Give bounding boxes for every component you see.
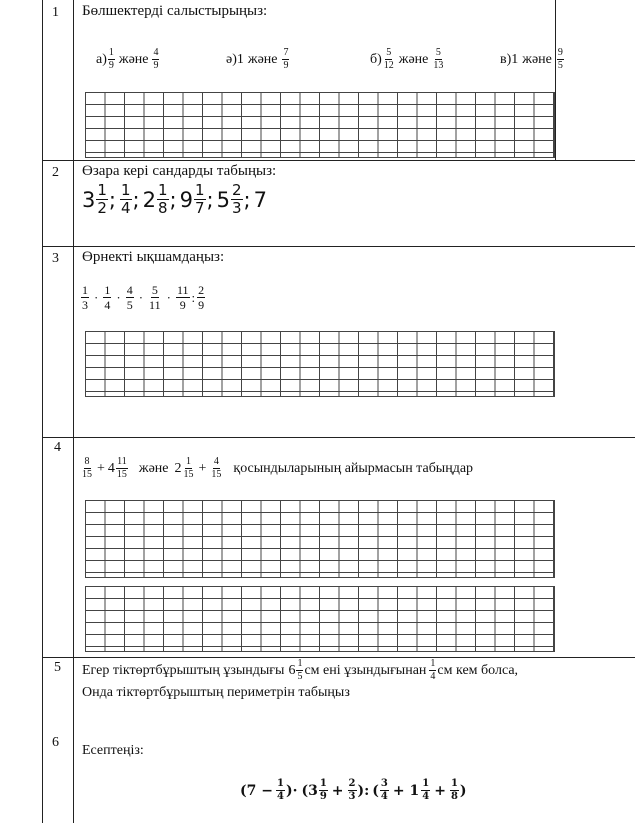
task-number: 2	[52, 165, 59, 180]
option-b	[370, 48, 445, 71]
task-text: Егер тіктөртбұрыштың ұзындығы	[82, 662, 285, 678]
whole-part: 2	[142, 187, 156, 212]
task-number: 1	[52, 5, 59, 20]
conjunction: және	[398, 51, 429, 67]
fraction: $\frac{1}{9}$	[108, 47, 114, 71]
task-text: қосындыларының айырмасын табыңдар	[233, 460, 474, 476]
paren-text: (3	[301, 782, 318, 799]
plus-sign: +	[97, 460, 105, 476]
fraction: $\frac{1}{8}$	[450, 778, 458, 802]
task-number: 3	[52, 251, 59, 266]
conjunction: және	[138, 460, 169, 476]
fraction: $\frac{7}{9}$	[283, 47, 289, 71]
task6-expression	[240, 779, 467, 802]
fraction: $\frac{1}{4}$	[276, 778, 284, 802]
divide-sign: :	[191, 289, 196, 305]
answer-grid[interactable]	[85, 586, 555, 652]
fraction: $\frac{1}{3}$	[82, 283, 88, 312]
fraction: $\frac{9}{5}$	[557, 47, 563, 71]
row4-bottom-border	[42, 657, 635, 658]
plus-sign: +	[331, 782, 344, 799]
fraction: $\frac{1}{4}$	[104, 283, 111, 312]
task-title: Бөлшектерді салыстырыңыз:	[82, 3, 268, 19]
row2-bottom-border	[42, 246, 635, 247]
task-title: Өзара кері сандарды табыңыз:	[82, 163, 277, 179]
fraction: $\frac{11}{9}$	[176, 283, 189, 312]
fraction: $\frac{1}{5}$	[297, 658, 303, 682]
task-title: Өрнекті ықшамдаңыз:	[82, 249, 225, 265]
mixed-numbers-list	[82, 183, 267, 216]
conjunction: және	[247, 51, 278, 67]
task4-statement	[80, 457, 473, 480]
fraction: $\frac{8}{15}$	[82, 456, 92, 480]
task-number: 4	[54, 440, 61, 455]
fraction: $\frac{4}{5}$	[126, 283, 133, 312]
number-column-divider	[73, 0, 74, 823]
conjunction: және	[118, 51, 149, 67]
fraction: $\frac{5}{13}$	[433, 47, 444, 71]
option-label: а)	[96, 51, 107, 67]
fraction: $\frac{2}{3}$	[232, 181, 242, 217]
table-left-border	[42, 0, 43, 823]
whole-part: 2	[174, 460, 182, 476]
fraction: $\frac{1}{8}$	[158, 181, 168, 217]
fraction: $\frac{5}{12}$	[383, 47, 394, 71]
row3-bottom-border	[42, 437, 635, 438]
answer-grid[interactable]	[85, 500, 555, 578]
option-a	[96, 48, 160, 71]
option-v	[500, 48, 565, 71]
task-text: см кем болса,	[437, 662, 519, 678]
separator: ;	[169, 187, 177, 212]
fraction: $\frac{5}{11}$	[149, 283, 161, 312]
paren-text: (	[372, 782, 379, 799]
separator: ;	[132, 187, 140, 212]
task5-line2: Онда тіктөртбұрыштың периметрін табыңыз	[82, 685, 350, 700]
fraction: $\frac{1}{15}$	[183, 456, 194, 480]
whole-part: 3	[82, 187, 96, 212]
task5-line1	[82, 659, 518, 682]
whole-part: 7	[253, 187, 267, 212]
fraction: $\frac{1}{7}$	[195, 181, 205, 217]
row1-bottom-border	[42, 160, 635, 161]
whole-part: 4	[107, 460, 115, 476]
whole-part: 5	[216, 187, 230, 212]
task-text: см ені ұзындығынан	[304, 662, 427, 678]
fraction: $\frac{1}{4}$	[121, 181, 131, 217]
conjunction: және	[522, 51, 552, 67]
task-number: 6	[52, 735, 59, 750]
multiply-dot: ·	[166, 289, 171, 305]
plus-sign: +	[198, 460, 207, 476]
answer-grid[interactable]	[85, 331, 555, 397]
row1-right-border	[555, 0, 556, 160]
paren-text: )·	[285, 782, 298, 799]
option-label: ә)1	[226, 51, 244, 67]
fraction: $\frac{4}{9}$	[153, 47, 159, 71]
whole-part: 9	[179, 187, 193, 212]
fraction: $\frac{1}{2}$	[97, 181, 107, 217]
separator: ;	[243, 187, 251, 212]
multiply-dot: ·	[116, 289, 121, 305]
fraction: $\frac{1}{4}$	[430, 658, 436, 682]
answer-grid[interactable]	[85, 92, 555, 158]
paren-text: ):	[357, 782, 370, 799]
separator: ;	[108, 187, 116, 212]
plus-sign: +	[434, 782, 446, 799]
multiply-dot: ·	[94, 289, 99, 305]
option-label: б)	[370, 51, 382, 67]
multiply-dot: ·	[138, 289, 144, 305]
fraction: $\frac{2}{9}$	[198, 283, 205, 312]
option-label: в)1	[500, 51, 519, 67]
plus-sign: + 1	[392, 782, 420, 799]
fraction: $\frac{4}{15}$	[211, 456, 222, 480]
fraction: $\frac{1}{9}$	[319, 778, 327, 802]
paren-text: (7 −	[240, 782, 273, 799]
task-number: 5	[54, 660, 61, 675]
fraction: $\frac{1}{4}$	[422, 778, 430, 802]
task-title: Есептеңіз:	[82, 743, 144, 758]
whole-part: 6	[288, 662, 296, 678]
fraction: $\frac{2}{3}$	[348, 778, 356, 802]
option-ae	[226, 48, 290, 71]
separator: ;	[206, 187, 214, 212]
paren-text: )	[459, 782, 467, 799]
fraction: $\frac{11}{15}$	[116, 456, 127, 480]
fraction: $\frac{3}{4}$	[380, 778, 388, 802]
expression-product	[80, 284, 206, 311]
